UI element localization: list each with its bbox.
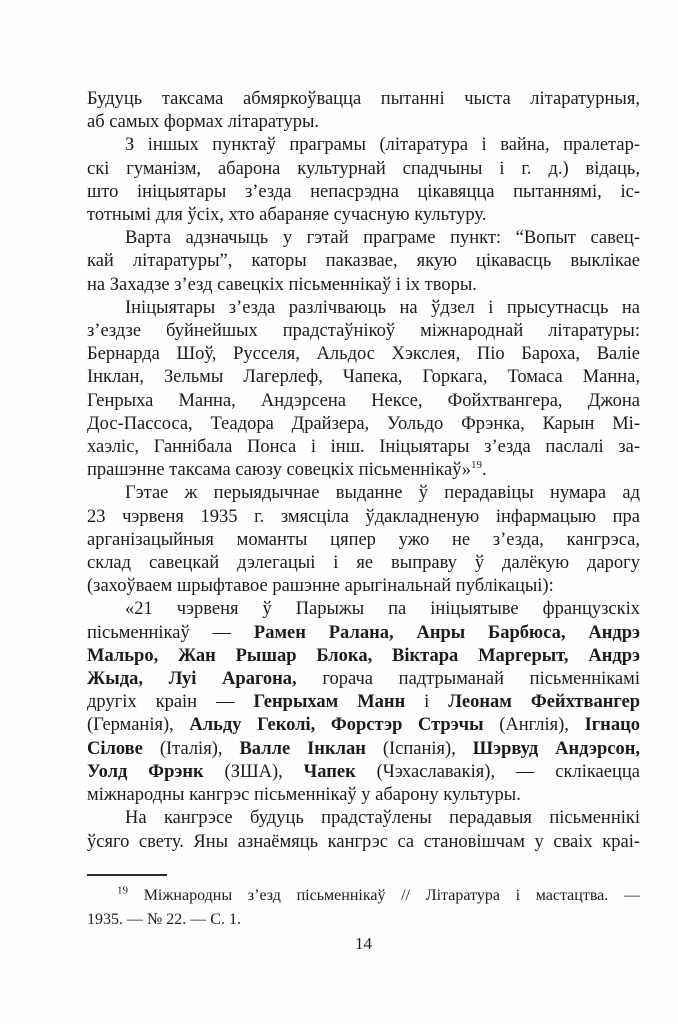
text-run: пісьменнікаў —	[87, 622, 254, 643]
text-line	[87, 111, 640, 134]
text-run: .	[481, 460, 487, 481]
text-run: кай літаратуры”, каторы паказвае, якую цікавасць выклікае	[87, 251, 640, 272]
text-line	[87, 552, 640, 575]
text-line	[87, 714, 640, 737]
page-number: 14	[355, 934, 372, 953]
text-run: Ініцыятары з’езда разлічваюць на ўдзел і прысутнасць на	[125, 297, 640, 318]
text-run: (Іспанія),	[365, 738, 473, 759]
text-run: скі гуманізм, абарона культурнай спадчыны і г. д.) відаць,	[87, 158, 640, 179]
text-run: 1935. — № 22. — С. 1.	[87, 910, 241, 928]
text-line	[87, 320, 640, 343]
text-line	[87, 784, 640, 807]
text-line	[87, 575, 640, 598]
bold-text-run: Альду Геколі, Форстэр Стрэчы	[189, 715, 484, 736]
text-run: Гэтае ж перыядычнае выданне ў перадавіцы нумара ад	[125, 483, 640, 504]
bold-text-run: Ігнацо	[584, 715, 640, 736]
footnote-lines	[87, 884, 640, 931]
text-line	[87, 366, 640, 389]
text-run: з’ездзе буйнейшых прадстаўнікоў міжнароднай літаратуры:	[87, 321, 640, 342]
text-run: На кангрэсе будуць прадстаўлены перадавыя пісьменнікі	[125, 808, 640, 829]
text-run: ўсяго свету. Яны азнаёмяць кангрэс са становішчам у сваіх краі-	[87, 831, 640, 852]
text-run: Будуць таксама абмяркоўвацца пытанні чыста літаратурныя,	[87, 89, 640, 109]
text-line	[87, 413, 640, 436]
text-run: хаэліс, Ганнібала Понса і інш. Ініцыятары з’езда паслалі за-	[87, 437, 640, 458]
text-line	[87, 436, 640, 459]
text-run: аб самых формах літаратуры.	[87, 112, 320, 133]
text-line	[87, 297, 640, 320]
bold-text-run: Чапек	[303, 761, 356, 782]
superscript-ref: 19	[117, 884, 128, 897]
text-line	[87, 645, 640, 668]
paragraph	[87, 88, 640, 134]
text-run: З іншых пунктаў праграмы (літаратура і вайна, пралетар-	[125, 135, 640, 156]
footnote-rule	[87, 874, 167, 876]
text-line	[87, 227, 640, 250]
paragraph	[87, 297, 640, 483]
paragraph	[87, 227, 640, 297]
footnote	[87, 874, 640, 931]
text-run: што ініцыятары з’езда непасрэдна цікавяцца пытаннямі, іс-	[87, 181, 640, 202]
text-run: Дос-Пассоса, Теадора Драйзера, Уольдо Фрэнка, Карын Мі-	[87, 413, 640, 434]
bold-text-run: Генрыхам Манн	[253, 692, 406, 713]
text-run: (Англія),	[483, 715, 585, 736]
text-line	[87, 250, 640, 273]
footnote-line	[87, 908, 640, 932]
bold-text-run: Валле Інклан	[239, 738, 366, 759]
text-line	[87, 134, 640, 157]
text-run: горача падтрыманай пісьменнікамі	[296, 669, 640, 690]
text-line	[87, 343, 640, 366]
text-run: склад савецкай дэлегацыі і яе выправу ў далёкую дарогу	[87, 553, 640, 574]
text-block	[87, 88, 640, 854]
bold-text-run: Рамен Ралана, Анры Барбюса, Андрэ	[253, 622, 641, 643]
text-run: (Чэхаславакія), — склікаецца	[355, 761, 640, 782]
text-run: міжнародны кангрэс пісьменнікаў у абарону культуры.	[87, 785, 521, 806]
text-line	[87, 482, 640, 505]
text-line	[87, 831, 640, 854]
paragraph	[87, 134, 640, 227]
text-run: (захоўваем шрыфтавое рашэнне арыгінальнай публікацыі):	[87, 576, 554, 597]
paragraph	[87, 482, 640, 598]
text-run: (Італія),	[142, 738, 240, 759]
text-run: «21 чэрвеня ў Парыжы па ініцыятыве французскіх	[125, 599, 640, 620]
text-line	[87, 506, 640, 529]
text-line	[87, 204, 640, 227]
text-line	[87, 181, 640, 204]
text-run: другіх краін —	[87, 692, 254, 713]
text-line	[87, 88, 640, 111]
text-run: Генрыха Манна, Андэрсена Нексе, Фойхтвангера, Джона	[87, 390, 640, 411]
text-run: і	[405, 692, 449, 713]
footnote-line	[87, 884, 640, 908]
text-run: тотнымі для ўсіх, хто абараняе сучасную культуру.	[87, 205, 487, 226]
text-run: Варта адзначыць у гэтай праграме пункт: “Вопыт савец-	[125, 228, 640, 249]
text-line	[87, 807, 640, 830]
bold-text-run: Шэрвуд Андэрсон,	[472, 738, 640, 759]
bold-text-run: Сілове	[87, 738, 143, 759]
text-run: на Захадзе з’езд савецкіх пісьменнікаў і іх творы.	[87, 274, 477, 295]
paragraph	[87, 807, 640, 853]
text-line	[87, 691, 640, 714]
bold-text-run: Леонам Фейхтвангер	[448, 692, 641, 713]
text-run: Бернарда Шоў, Русселя, Альдос Хэкслея, Піо Бароха, Валіе	[87, 344, 640, 365]
text-line	[87, 390, 640, 413]
text-run: прашэнне таксама саюзу совецкіх пісьменнікаў»	[87, 460, 471, 481]
text-line	[87, 529, 640, 552]
text-line	[87, 459, 640, 482]
text-line	[87, 761, 640, 784]
bold-text-run: Уолд Фрэнк	[87, 761, 204, 782]
text-line	[87, 598, 640, 621]
text-line	[87, 622, 640, 645]
text-run: 23 чэрвеня 1935 г. змясціла ўдакладненую інфармацыю пра	[87, 506, 640, 527]
paragraph	[87, 598, 640, 807]
superscript-ref: 19	[470, 459, 482, 472]
text-run: Міжнародны з’езд пісьменнікаў // Літаратура і мастацтва. —	[128, 887, 640, 904]
bold-text-run: Мальро, Жан Рышар Блока, Віктара Маргерыт, Андрэ	[87, 645, 640, 666]
text-line	[87, 158, 640, 181]
bold-text-run: Жыда, Луі Арагона,	[87, 669, 297, 690]
text-line	[87, 274, 640, 297]
text-run: арганізацыйныя моманты цяпер ужо не з’езда, кангрэса,	[87, 529, 640, 550]
text-line	[87, 668, 640, 691]
text-run: (ЗША),	[203, 761, 304, 782]
text-run: (Германія),	[87, 715, 190, 736]
text-line	[87, 738, 640, 761]
text-run: Інклан, Зельмы Лагерлеф, Чапека, Горкага, Томаса Манна,	[87, 367, 640, 388]
